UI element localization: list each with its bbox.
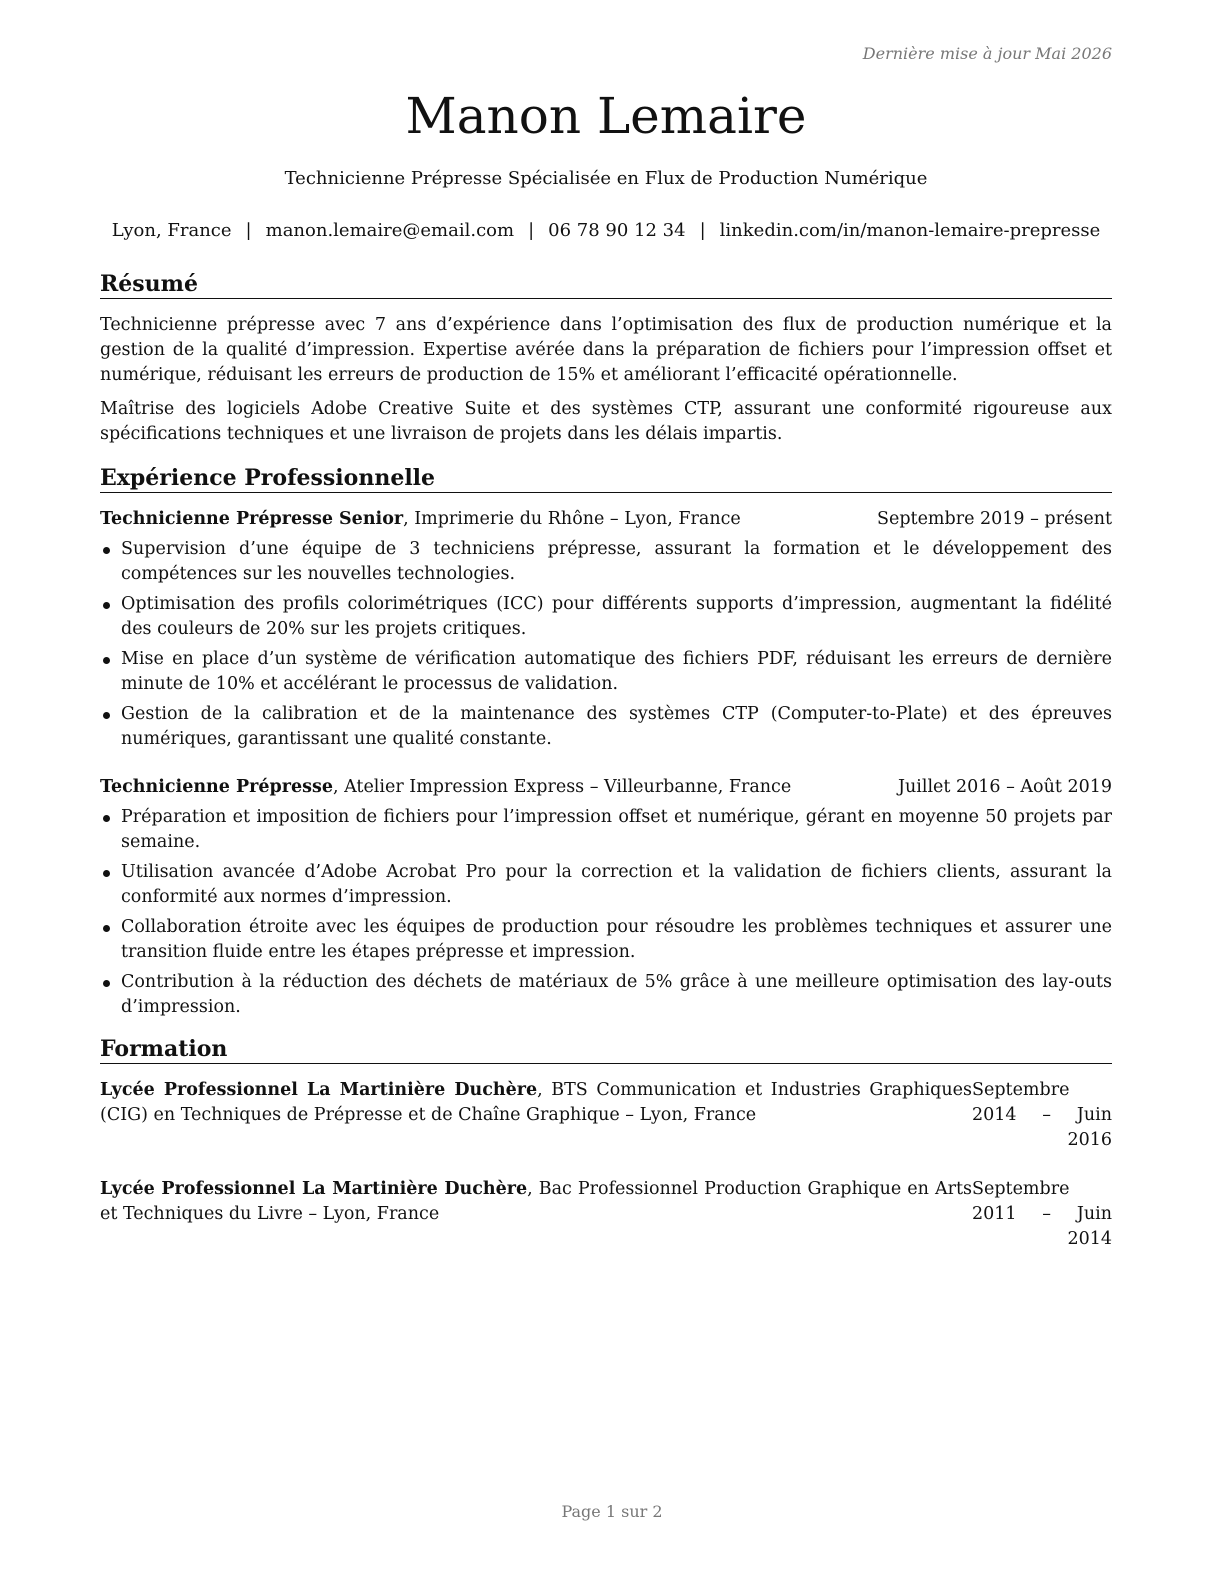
experience-heading: Expérience Professionnelle [100,464,1112,493]
candidate-name: Manon Lemaire [405,87,807,145]
resume-page [100,0,1112,1584]
contact-line [100,219,1112,243]
education-degree: , BTS Communication et Industries Graphiques (CIG) en Techniques de Prépresse et de Chaîne Graphique – Lyon, France [100,1080,972,1125]
bullet-icon [103,870,110,877]
contact-separator: | [699,220,706,241]
job-bullets [100,537,1112,752]
list-item [100,860,1112,910]
list-item [100,537,1112,587]
education-heading: Formation [100,1035,1112,1064]
summary-heading: Résumé [100,270,1112,299]
education-details [100,1177,972,1252]
list-item [100,915,1112,965]
contact-email[interactable]: manon.lemaire@email.com [265,220,515,241]
education-dates-line1: Septembre 2011 – Juin [972,1179,1112,1224]
bullet-icon [103,815,110,822]
job-company: , Atelier Impression Express – Villeurbanne, France [332,777,792,797]
bullet-icon [103,602,110,609]
job-entry [100,775,1112,1020]
education-entry [100,1177,1112,1252]
list-item [100,592,1112,642]
bullet-icon [103,712,110,719]
education-dates [972,1177,1112,1252]
job-role: Technicienne Prépresse Senior [100,509,404,529]
experience-section [100,464,1112,1020]
last-updated: Dernière mise à jour Mai 2026 [862,44,1112,63]
education-school: Lycée Professionnel La Martinière Duchère [100,1080,538,1100]
list-item [100,805,1112,855]
page-number: Page 1 sur 2 [561,1502,663,1521]
list-item [100,970,1112,1020]
summary-section [100,270,1112,447]
education-dates [972,1078,1112,1153]
contact-separator: | [245,220,252,241]
candidate-title: Technicienne Prépresse Spécialisée en Flux de Production Numérique [284,168,928,189]
job-title-line [100,775,791,800]
job-title-line [100,507,741,532]
bullet-text: Gestion de la calibration et de la maintenance des systèmes CTP (Computer-to-Plate) et des épreuves numériques, garantissant une qualité constante. [121,704,1112,749]
job-header [100,775,1112,800]
bullet-text: Utilisation avancée d’Adobe Acrobat Pro pour la correction et la validation de fichiers clients, assurant la conformité aux normes d’impression. [121,862,1112,907]
job-role: Technicienne Prépresse [100,777,333,797]
contact-location: Lyon, France [111,220,232,241]
education-dates-line2: 2014 [1067,1229,1112,1249]
bullet-text: Mise en place d’un système de vérification automatique des fichiers PDF, réduisant les erreurs de dernière minute de 10% et accélérant le processus de validation. [121,649,1112,694]
job-bullets [100,805,1112,1020]
education-school: Lycée Professionnel La Martinière Duchère [100,1179,528,1199]
education-dates-line2: 2016 [1067,1130,1112,1150]
education-entry [100,1078,1112,1153]
education-dates-line1: Septembre 2014 – Juin [972,1080,1112,1125]
education-degree: , Bac Professionnel Production Graphique en Arts et Techniques du Livre – Lyon, France [100,1179,973,1224]
bullet-text: Préparation et imposition de fichiers pour l’impression offset et numérique, gérant en moyenne 50 projets par semaine. [121,807,1112,852]
list-item [100,647,1112,697]
bullet-text: Supervision d’une équipe de 3 techniciens prépresse, assurant la formation et le développement des compétences sur les nouvelles technologies. [121,539,1112,584]
contact-linkedin[interactable]: linkedin.com/in/manon-lemaire-prepresse [719,220,1101,241]
contact-separator: | [528,220,535,241]
education-details [100,1078,972,1153]
bullet-icon [103,980,110,987]
job-company: , Imprimerie du Rhône – Lyon, France [403,509,741,529]
education-section [100,1035,1112,1252]
job-dates: Septembre 2019 – présent [877,509,1112,529]
bullet-text: Optimisation des profils colorimétriques (ICC) pour différents supports d’impression, augmentant la fidélité des couleurs de 20% sur les projets critiques. [121,594,1112,639]
bullet-icon [103,925,110,932]
job-header [100,507,1112,532]
contact-phone: 06 78 90 12 34 [548,220,686,241]
bullet-icon [103,657,110,664]
list-item [100,702,1112,752]
summary-paragraph: Maîtrise des logiciels Adobe Creative Suite et des systèmes CTP, assurant une conformité rigoureuse aux spécifications techniques et une livraison de projets dans les délais impartis. [100,399,1112,444]
job-dates: Juillet 2016 – Août 2019 [897,777,1112,797]
bullet-text: Contribution à la réduction des déchets de matériaux de 5% grâce à une meilleure optimisation des lay-outs d’impression. [121,972,1112,1017]
summary-paragraph: Technicienne prépresse avec 7 ans d’expérience dans l’optimisation des flux de production numérique et la gestion de la qualité d’impression. Expertise avérée dans la préparation de fichiers pour l’impression offset et numérique, réduisant les erreurs de production de 15% et améliorant l’efficacité opérationnelle. [100,315,1112,385]
bullet-text: Collaboration étroite avec les équipes de production pour résoudre les problèmes techniques et assurer une transition fluide entre les étapes prépresse et impression. [121,917,1112,962]
job-entry [100,507,1112,752]
bullet-icon [103,547,110,554]
